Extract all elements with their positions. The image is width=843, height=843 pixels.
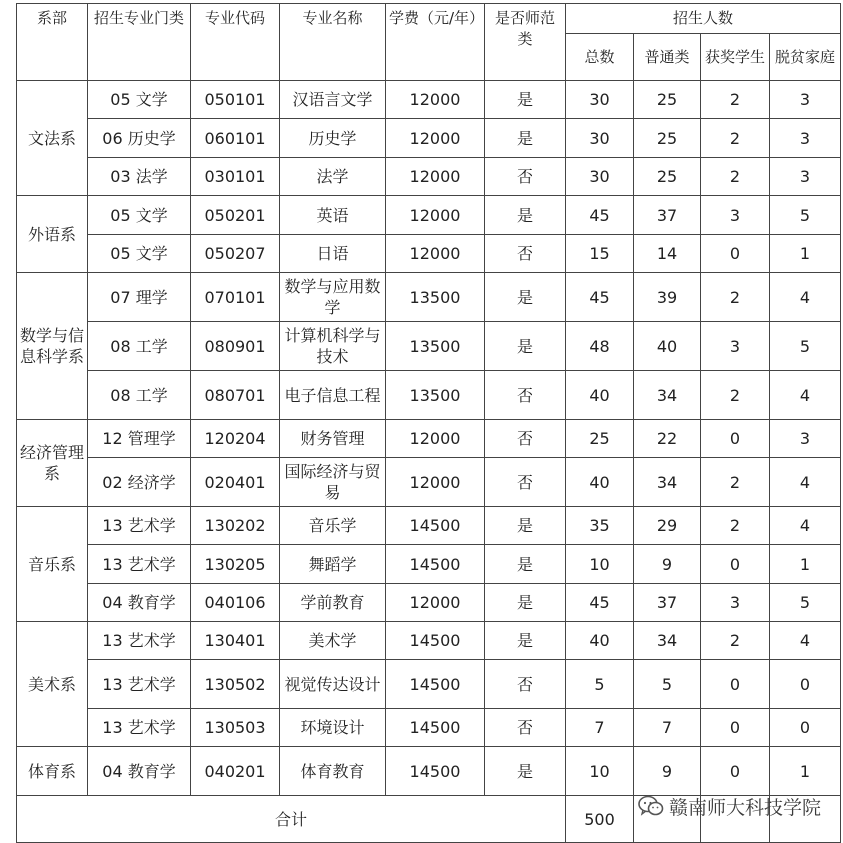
quota-general: 25 xyxy=(634,119,701,158)
enrollment-table xyxy=(16,3,841,843)
quota-general: 29 xyxy=(634,507,701,545)
quota-general: 9 xyxy=(634,747,701,796)
quota-award: 0 xyxy=(701,420,770,458)
is-normal: 是 xyxy=(485,622,566,660)
quota-award: 2 xyxy=(701,81,770,119)
department-name: 美术系 xyxy=(17,622,88,747)
major-category: 04 教育学 xyxy=(88,584,191,622)
major-code: 070101 xyxy=(191,273,280,322)
is-normal: 是 xyxy=(485,196,566,235)
major-code: 130205 xyxy=(191,545,280,584)
quota-poverty: 5 xyxy=(770,196,841,235)
major-code: 080901 xyxy=(191,322,280,371)
major-category: 02 经济学 xyxy=(88,458,191,507)
major-name: 学前教育 xyxy=(280,584,386,622)
quota-poverty: 1 xyxy=(770,545,841,584)
major-category: 13 艺术学 xyxy=(88,660,191,709)
table-row xyxy=(17,235,841,273)
tuition: 14500 xyxy=(386,507,485,545)
major-name: 音乐学 xyxy=(280,507,386,545)
department-name: 体育系 xyxy=(17,747,88,796)
is-normal: 否 xyxy=(485,709,566,747)
quota-total: 40 xyxy=(566,458,634,507)
quota-general: 37 xyxy=(634,196,701,235)
quota-poverty: 3 xyxy=(770,119,841,158)
tuition: 13500 xyxy=(386,273,485,322)
quota-total: 7 xyxy=(566,709,634,747)
quota-poverty: 0 xyxy=(770,660,841,709)
quota-poverty: 4 xyxy=(770,507,841,545)
quota-general: 40 xyxy=(634,322,701,371)
major-category: 03 法学 xyxy=(88,158,191,196)
major-category: 13 艺术学 xyxy=(88,507,191,545)
major-name: 汉语言文学 xyxy=(280,81,386,119)
tuition: 12000 xyxy=(386,158,485,196)
header-tuition: 学费（元/年） xyxy=(386,4,485,81)
is-normal: 是 xyxy=(485,322,566,371)
major-code: 120204 xyxy=(191,420,280,458)
quota-general: 5 xyxy=(634,660,701,709)
major-category: 13 艺术学 xyxy=(88,545,191,584)
quota-total: 30 xyxy=(566,119,634,158)
header-general: 普通类 xyxy=(634,34,701,81)
tuition: 14500 xyxy=(386,709,485,747)
quota-general: 7 xyxy=(634,709,701,747)
table-row xyxy=(17,507,841,545)
major-name: 电子信息工程 xyxy=(280,371,386,420)
major-name: 英语 xyxy=(280,196,386,235)
is-normal: 否 xyxy=(485,660,566,709)
watermark xyxy=(638,792,821,820)
major-name: 国际经济与贸易 xyxy=(280,458,386,507)
quota-award: 0 xyxy=(701,709,770,747)
quota-total: 40 xyxy=(566,371,634,420)
table-row xyxy=(17,584,841,622)
quota-award: 0 xyxy=(701,545,770,584)
quota-award: 2 xyxy=(701,622,770,660)
table-row xyxy=(17,622,841,660)
quota-award: 2 xyxy=(701,458,770,507)
header-award: 获奖学生 xyxy=(701,34,770,81)
quota-poverty: 4 xyxy=(770,273,841,322)
quota-award: 2 xyxy=(701,371,770,420)
is-normal: 是 xyxy=(485,507,566,545)
table-row xyxy=(17,660,841,709)
header-normal: 是否师范类 xyxy=(485,4,566,81)
table-row xyxy=(17,545,841,584)
major-code: 050207 xyxy=(191,235,280,273)
major-category: 12 管理学 xyxy=(88,420,191,458)
major-name: 美术学 xyxy=(280,622,386,660)
quota-general: 25 xyxy=(634,158,701,196)
major-code: 080701 xyxy=(191,371,280,420)
major-code: 060101 xyxy=(191,119,280,158)
quota-total: 5 xyxy=(566,660,634,709)
header-code: 专业代码 xyxy=(191,4,280,81)
quota-award: 3 xyxy=(701,196,770,235)
major-name: 法学 xyxy=(280,158,386,196)
major-code: 030101 xyxy=(191,158,280,196)
table-row xyxy=(17,709,841,747)
table-row xyxy=(17,420,841,458)
major-category: 05 文学 xyxy=(88,81,191,119)
quota-general: 34 xyxy=(634,622,701,660)
header-category: 招生专业门类 xyxy=(88,4,191,81)
is-normal: 否 xyxy=(485,235,566,273)
quota-poverty: 0 xyxy=(770,709,841,747)
quota-award: 3 xyxy=(701,322,770,371)
table-row xyxy=(17,158,841,196)
quota-award: 2 xyxy=(701,119,770,158)
tuition: 13500 xyxy=(386,371,485,420)
is-normal: 是 xyxy=(485,545,566,584)
tuition: 12000 xyxy=(386,81,485,119)
quota-total: 15 xyxy=(566,235,634,273)
quota-general: 39 xyxy=(634,273,701,322)
wechat-icon xyxy=(638,795,664,817)
is-normal: 否 xyxy=(485,158,566,196)
major-category: 06 历史学 xyxy=(88,119,191,158)
quota-total: 35 xyxy=(566,507,634,545)
quota-poverty: 3 xyxy=(770,81,841,119)
quota-poverty: 3 xyxy=(770,420,841,458)
is-normal: 是 xyxy=(485,273,566,322)
quota-award: 3 xyxy=(701,584,770,622)
quota-total: 45 xyxy=(566,584,634,622)
is-normal: 否 xyxy=(485,420,566,458)
quota-poverty: 4 xyxy=(770,622,841,660)
tuition: 12000 xyxy=(386,584,485,622)
quota-general: 25 xyxy=(634,81,701,119)
quota-general: 34 xyxy=(634,458,701,507)
table-row xyxy=(17,371,841,420)
header-total: 总数 xyxy=(566,34,634,81)
quota-total: 30 xyxy=(566,158,634,196)
major-category: 08 工学 xyxy=(88,371,191,420)
quota-poverty: 4 xyxy=(770,371,841,420)
major-code: 130401 xyxy=(191,622,280,660)
quota-general: 34 xyxy=(634,371,701,420)
tuition: 12000 xyxy=(386,458,485,507)
tuition: 12000 xyxy=(386,235,485,273)
department-name: 外语系 xyxy=(17,196,88,273)
major-category: 13 艺术学 xyxy=(88,622,191,660)
quota-total: 45 xyxy=(566,196,634,235)
is-normal: 是 xyxy=(485,584,566,622)
watermark-text: 赣南师大科技学院 xyxy=(668,796,821,819)
header-department: 系部 xyxy=(17,4,88,81)
major-name: 历史学 xyxy=(280,119,386,158)
quota-general: 9 xyxy=(634,545,701,584)
tuition: 14500 xyxy=(386,660,485,709)
major-category: 08 工学 xyxy=(88,322,191,371)
major-code: 040201 xyxy=(191,747,280,796)
department-name: 经济管理系 xyxy=(17,420,88,507)
major-category: 13 艺术学 xyxy=(88,709,191,747)
table-row xyxy=(17,81,841,119)
tuition: 12000 xyxy=(386,196,485,235)
quota-award: 0 xyxy=(701,747,770,796)
department-name: 音乐系 xyxy=(17,507,88,622)
is-normal: 是 xyxy=(485,119,566,158)
tuition: 12000 xyxy=(386,420,485,458)
tuition: 14500 xyxy=(386,545,485,584)
quota-award: 2 xyxy=(701,158,770,196)
header-quota-group: 招生人数 xyxy=(566,4,841,34)
table-row xyxy=(17,119,841,158)
major-category: 05 文学 xyxy=(88,196,191,235)
major-code: 050201 xyxy=(191,196,280,235)
major-code: 130503 xyxy=(191,709,280,747)
table-row xyxy=(17,196,841,235)
major-code: 040106 xyxy=(191,584,280,622)
major-code: 020401 xyxy=(191,458,280,507)
quota-award: 0 xyxy=(701,235,770,273)
quota-award: 2 xyxy=(701,507,770,545)
is-normal: 否 xyxy=(485,371,566,420)
is-normal: 否 xyxy=(485,458,566,507)
quota-total: 40 xyxy=(566,622,634,660)
department-name: 数学与信息科学系 xyxy=(17,273,88,420)
quota-total: 30 xyxy=(566,81,634,119)
quota-poverty: 1 xyxy=(770,747,841,796)
tuition: 13500 xyxy=(386,322,485,371)
major-code: 130202 xyxy=(191,507,280,545)
major-name: 体育教育 xyxy=(280,747,386,796)
summary-label: 合计 xyxy=(17,796,566,843)
quota-total: 48 xyxy=(566,322,634,371)
quota-general: 37 xyxy=(634,584,701,622)
major-name: 视觉传达设计 xyxy=(280,660,386,709)
header-poverty: 脱贫家庭 xyxy=(770,34,841,81)
tuition: 14500 xyxy=(386,747,485,796)
major-name: 环境设计 xyxy=(280,709,386,747)
quota-poverty: 5 xyxy=(770,584,841,622)
quota-general: 14 xyxy=(634,235,701,273)
table-row xyxy=(17,273,841,322)
is-normal: 是 xyxy=(485,747,566,796)
major-name: 计算机科学与技术 xyxy=(280,322,386,371)
major-name: 日语 xyxy=(280,235,386,273)
header-major: 专业名称 xyxy=(280,4,386,81)
quota-total: 10 xyxy=(566,747,634,796)
quota-award: 0 xyxy=(701,660,770,709)
quota-poverty: 3 xyxy=(770,158,841,196)
is-normal: 是 xyxy=(485,81,566,119)
major-category: 07 理学 xyxy=(88,273,191,322)
major-name: 数学与应用数学 xyxy=(280,273,386,322)
quota-poverty: 4 xyxy=(770,458,841,507)
tuition: 12000 xyxy=(386,119,485,158)
tuition: 14500 xyxy=(386,622,485,660)
major-name: 财务管理 xyxy=(280,420,386,458)
table-row xyxy=(17,747,841,796)
table-row xyxy=(17,322,841,371)
quota-total: 45 xyxy=(566,273,634,322)
department-name: 文法系 xyxy=(17,81,88,196)
quota-poverty: 1 xyxy=(770,235,841,273)
major-name: 舞蹈学 xyxy=(280,545,386,584)
major-category: 04 教育学 xyxy=(88,747,191,796)
quota-general: 22 xyxy=(634,420,701,458)
major-category: 05 文学 xyxy=(88,235,191,273)
summary-total: 500 xyxy=(566,796,634,843)
major-code: 050101 xyxy=(191,81,280,119)
quota-total: 25 xyxy=(566,420,634,458)
quota-poverty: 5 xyxy=(770,322,841,371)
quota-total: 10 xyxy=(566,545,634,584)
major-code: 130502 xyxy=(191,660,280,709)
table-row xyxy=(17,458,841,507)
quota-award: 2 xyxy=(701,273,770,322)
